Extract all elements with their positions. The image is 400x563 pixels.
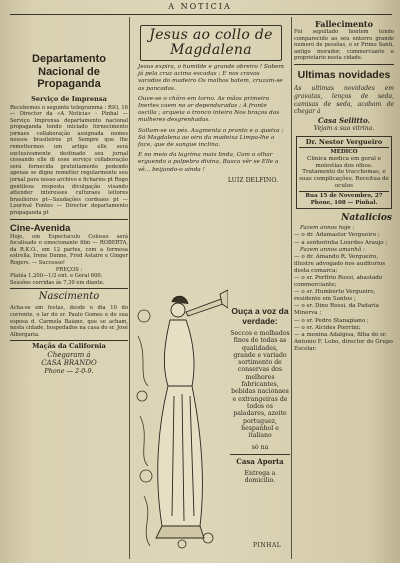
- natalicios-item: — o dr. Adamastor Vergueiro ;: [294, 232, 380, 239]
- dept-title-line-1: Departamento: [32, 53, 106, 65]
- poem-title: Jesus ao collo de Magdalena: [140, 25, 282, 61]
- doctor-name: Dr. Nestor Vergueiro: [299, 139, 389, 148]
- entrega: Entrega a domicilio.: [244, 469, 276, 485]
- nascimento-body: Acha-se em festas, desde o dia 10 do corrente, o lar do sr. Paulo Gomes e de sua esposa d. Carmela Baiano, que se acham, nesta cidade, hospedados na casa do sr. José Albergaria.: [10, 305, 128, 338]
- poem-stanza-3: Soltam-se os pés. Augmenta o pranto e a queixa ; Só Magdalena ao oiro da madeixa Limpa-lhe a face, que de sangue inclina.: [138, 127, 284, 149]
- ouca-ad: [230, 307, 290, 484]
- macas-line-2: CASA BRANDO: [41, 359, 97, 368]
- casa-sellitto: Casa Sellitto.: [318, 116, 370, 126]
- cine-body: Hoje, em Espectaculo Colosso será focalisado o emocionante film — ROBERTA, da R.K.O., em 12 partes, com a formosa estrella, Irene Dunne, Fred Astaire e Ginger Rogers. — Successo!: [10, 233, 128, 266]
- divider: [294, 64, 394, 65]
- dept-title-line-2: Nacional de: [38, 65, 100, 78]
- top-rule: [10, 14, 392, 15]
- ultimas-title: Ultimas novidades: [297, 68, 391, 81]
- ultimas-tail: Vejam a sua vitrina.: [313, 125, 375, 133]
- macas-title: Maçãs da California: [32, 342, 106, 351]
- column-rule-1: [129, 17, 130, 559]
- natalicios-item: — o sr. Alcides Pierrini;: [294, 324, 361, 331]
- natalicios-item: — o sr. Pedro Stanapiano ;: [294, 317, 369, 324]
- masthead: A NOTICIA: [168, 2, 232, 11]
- column-rule-2: [291, 17, 292, 559]
- natalicios-item: — a menina Adalgisa, filha do sr. Antonio F. Lobo, director do Grupo Escolar.: [294, 331, 393, 352]
- natalicios-title: Natalicios: [341, 213, 392, 224]
- right-column: [294, 17, 394, 563]
- left-column: [10, 17, 128, 563]
- woman-figure: [156, 290, 228, 538]
- sessoes: Sessões corridas ás 7,30 em diante.: [10, 279, 105, 286]
- dept-title-line-3: Propaganda: [37, 78, 101, 90]
- doctor-ad: [296, 136, 392, 209]
- dept-body: Recebemos o seguinte telegramma : RIO, 16 — Director da «A Noticia» - Pinhal — Serviço Imprensa departamento nacional propaganda tendo iniciado fornecimento jornaes collaboração assignada nomes nossos brasileiros pt Sempre que lhe remettermos um artigo elle será exclusivamente destinado seu jornal cessando elle di esse serviço collaboração será fornecida gratuitamente podendo apenas se digne remetter regularmente seu jornal para nosso archivo e ficharios pt Rogo gentileza resposta divulgação visando attender interesses culturaes leitores brasileiros pt—Saudações cordeaes pt — Lourival Fontes — Director departamento propaganda pt: [10, 104, 128, 216]
- nascimento-title: Nascimento: [38, 291, 100, 303]
- precos-value: Platéa 1,200—1/2 ent. e Geral 600.: [10, 273, 103, 280]
- natalicios-item: Fazem annos amanhã :: [300, 246, 365, 253]
- natalicios-item: — o sr. Porfirio Rossi, abastado commerciante;: [294, 274, 383, 289]
- doctor-address: Rua 15 de Novembro, 27 Phone, 108 — Pinhal.: [299, 191, 389, 207]
- ouca-body: Seccos e molhados finos de todas as qualidades, grande e variado sortimento de conservas dos melhores fabricantes, bebidas nacionaes e extrangeiras de todos os paladares, azeite portuguez, hespanhol e italiano: [230, 330, 290, 440]
- poem-stanza-2: Ouve-se o chôro em torno. As mãos primeiro Inertes caem no ar dependuradas ; A fronte oscilla ; arqueia o tronco inteiro Nos braços das mulheres desgrenhadas.: [138, 95, 280, 124]
- so-na: só na: [251, 444, 269, 452]
- natalicios-item: — o sr. Dino Rossi, da Padaria Minerva ;: [294, 303, 379, 317]
- natalicios-intro: Fazem annos hoje :: [300, 225, 355, 232]
- falecimento-title: Fallecimento: [315, 19, 373, 29]
- dept-title: [10, 53, 128, 91]
- natalicios-item: — o sr. Humberto Vergueiro, residente em Santos ;: [294, 289, 376, 303]
- poem-stanza-1: Jesus expira, o humilde e grande obreiro ! Sobem já pela cruz acima escadas ; E nos cravos varados do madeiro Os malhos batem, cruzam-se as pancadas.: [138, 64, 285, 92]
- falecimento-body: Foi sepultado hontem tendo comparecido ao seu enterro grande numero de pessôas, o sr Primo Santi, antigo morador, commerciante e proprietario nesta cidade.: [294, 29, 394, 62]
- pinhal-label: PINHAL: [253, 542, 282, 549]
- doctor-role: MEDICO: [330, 148, 358, 155]
- poem-author: LUIZ DELFINO.: [227, 176, 278, 184]
- doctor-body: Clinica medica em geral e molestias dos olhos. Tratamento de tracchomas, e suas complicações. Receitua de oculos: [299, 155, 389, 189]
- precos-label: PREÇOS :: [55, 266, 83, 273]
- casa-aporta: Casa Aporta: [236, 456, 284, 466]
- ultimas-body: As ultimas novidades em gravatas, lenços de seda, camisas de seda, acabam de chegar á: [294, 84, 394, 116]
- divider: [10, 219, 128, 220]
- natalicios-item: — a senhorinha Lourdes Araujo ;: [294, 239, 388, 246]
- ouca-title: Ouça a voz da verdade:: [231, 306, 289, 326]
- macas-line-1: Chegaram á: [47, 350, 91, 359]
- natalicios-list: [294, 225, 394, 353]
- natalicios-item: — o dr. Amando R. Vergueiro, illustre advogado nos auditorios desta comarca;: [294, 253, 386, 274]
- poem-stanza-4: E no meio da lagrima mais linda, Com o olhar erguendo a palpebra divina, Busca vêr se Elle a vê... beijando-o ainda !: [138, 152, 279, 173]
- divider: [230, 454, 290, 455]
- macas-line-3: Phone — 2-0-9.: [44, 367, 94, 376]
- dept-subtitle: Serviço de Imprensa: [31, 94, 107, 103]
- cine-title: Cine-Avenida: [10, 222, 71, 234]
- divider: [10, 288, 128, 289]
- allegory-illustration: [134, 276, 228, 556]
- divider: [10, 340, 128, 341]
- poem: [132, 64, 290, 174]
